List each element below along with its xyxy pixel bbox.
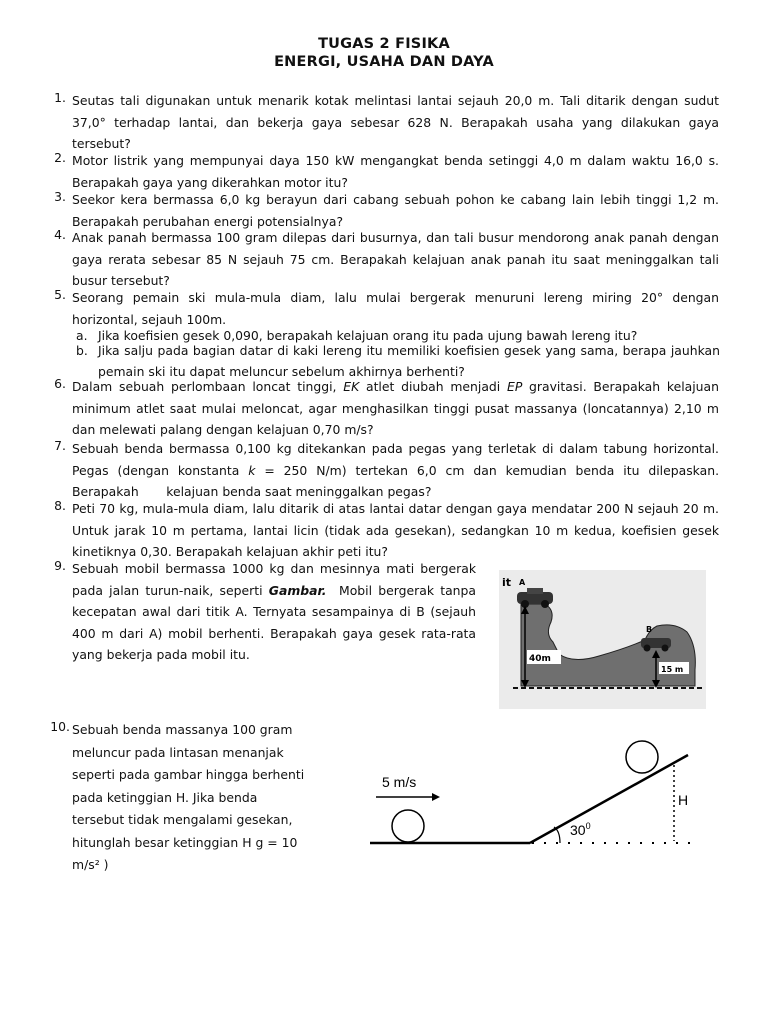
sub-letter: b.: [76, 343, 88, 358]
road-figure: [499, 570, 706, 709]
question-text: Anak panah bermassa 100 gram dilepas dari busurnya, dan tali busur mendorong anak panah dengan gaya rerata sebesar 85 N sejauh 75 cm. Berapakah kelajuan anak panah itu saat meninggalkan tali busur tersebut?: [72, 230, 719, 288]
height-b-label: 15 m: [661, 665, 684, 674]
angle-label: $30^0$: [570, 821, 591, 838]
question-text: Sebuah benda bermassa 0,100 kg ditekankan pada pegas yang terletak di dalam tabung horizontal. Pegas (dengan konstanta k = 250 N/m) tertekan 6,0 cm dan kemudian benda itu dilepaskan. Berapakah kelajuan benda saat meninggalkan pegas?: [72, 441, 723, 499]
question-text: Seutas tali digunakan untuk menarik kotak melintasi lantai sejauh 20,0 m. Tali ditarik dengan sudut 37,0° terhadap lantai, dan bekerja gaya sebesar 628 N. Berapakah usaha yang dilakukan gaya tersebut?: [72, 93, 719, 151]
question-number: 2.: [54, 150, 66, 165]
question-number: 6.: [54, 376, 66, 391]
question-number: 9.: [54, 558, 66, 573]
question-text: Motor listrik yang mempunyai daya 150 kW mengangkat benda setinggi 4,0 m dalam waktu 16,0 s. Berapakah gaya yang dikerahkan motor itu?: [72, 153, 719, 190]
height-h-label: H: [678, 792, 689, 808]
question-number: 8.: [54, 498, 66, 513]
k-symbol: k: [248, 462, 256, 478]
ep-symbol: EP: [506, 379, 523, 394]
incline-diagram: [362, 735, 702, 855]
question-number: 4.: [54, 227, 66, 242]
sub-text: Jika salju pada bagian datar di kaki lereng itu memiliki koefisien gesek yang sama, berapa jauhkan pemain ski itu dapat meluncur sebelum akhirnya berhenti?: [98, 343, 720, 379]
label-a: A: [519, 578, 526, 587]
question-text: Sebuah mobil bermassa 1000 kg dan mesinnya mati bergerak pada jalan turun-naik, seperti Gambar. Mobil bergerak tanpa kecepatan awal dari titik A. Ternyata sesampainya di B (sejauh 400 m dari A) mobil berhenti. Berapakah gaya gesek rata-rata yang bekerja pada mobil itu.: [72, 561, 480, 662]
road-diagram: [499, 570, 706, 709]
figure-label-it: it: [502, 576, 512, 589]
question-number: 3.: [54, 189, 66, 204]
question-text: Seekor kera bermassa 6,0 kg berayun dari cabang sebuah pohon ke cabang lain lebih tinggi 1,2 m. Berapakah perubahan energi potensialnya?: [72, 192, 719, 229]
sub-letter: a.: [76, 328, 88, 343]
page-title: TUGAS 2 FISIKA: [318, 36, 450, 52]
question-text: Dalam sebuah perlombaan loncat tinggi, EK atlet diubah menjadi EP gravitasi. Berapakah kelajuan minimum atlet saat mulai meloncat, agar menghasilkan tinggi pusat massanya (loncatannya) 2,10 m dan melewati palang dengan kelajuan 0,70 m/s?: [72, 379, 719, 437]
incline-figure: [362, 735, 702, 855]
question-number: 1.: [54, 90, 66, 105]
label-b: B: [646, 625, 653, 634]
gambar-reference: Gambar.: [268, 582, 327, 598]
ek-symbol: EK: [343, 379, 360, 394]
question-number: 10.: [50, 719, 70, 734]
height-a-label: 40m: [529, 654, 551, 664]
question-text: Seorang pemain ski mula-mula diam, lalu mulai bergerak menuruni lereng miring 20° dengan horizontal, sejauh 100m.: [72, 290, 719, 327]
question-number: 5.: [54, 287, 66, 302]
sub-text: Jika koefisien gesek 0,090, berapakah kelajuan orang itu pada ujung bawah lereng itu?: [98, 328, 638, 343]
question-number: 7.: [54, 438, 66, 453]
page-subtitle: ENERGI, USAHA DAN DAYA: [274, 54, 494, 70]
question-text: Peti 70 kg, mula-mula diam, lalu ditarik di atas lantai datar dengan gaya mendatar 200 N sejauh 20 m. Untuk jarak 10 m pertama, lantai licin (tidak ada gesekan), sedangkan 10 m kedua, koefisien gesek kinetiknya 0,30. Berapakah kelajuan akhir peti itu?: [72, 501, 719, 559]
question-text: Sebuah benda massanya 100 gram meluncur pada lintasan menanjak seperti pada gambar hingga berhenti pada ketinggian H. Jika benda tersebut tidak mengalami gesekan, hitunglah besar ketinggian H g = 10 m/s² ): [72, 722, 305, 872]
speed-label: 5 m/s: [382, 774, 417, 790]
